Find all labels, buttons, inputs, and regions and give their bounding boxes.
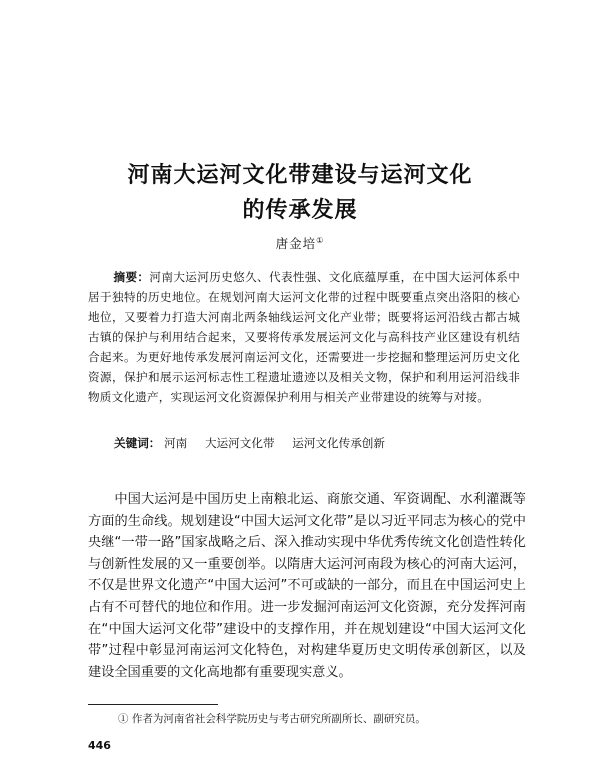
author-name: 唐金培 [275, 236, 317, 251]
author [0, 234, 600, 252]
abstract [88, 267, 520, 407]
keyword: 大运河文化带 [204, 436, 275, 450]
author-note-mark: ① [316, 235, 325, 245]
footnote [118, 711, 538, 727]
keyword: 运河文化传承创新 [292, 436, 385, 450]
footnote-mark: ① [118, 713, 129, 725]
body-paragraph: 中国大运河是中国历史上南粮北运、商旅交通、军资调配、水利灌溉等方面的生命线。规划建设“中国大运河文化带”是以习近平同志为核心的党中央继“一带一路”国家战略之后、深入推动实现中华优秀传统文化创造性转化与创新性发展的又一重要创举。以隋唐大运河河南段为核心的河南大运河，不仅是世界文化遗产“中国大运河”不可或缺的一部分，而且在中国运河史上占有不可替代的地位和作用。进一步发掘河南运河文化资源，充分发挥河南在“中国大运河文化带”建设中的支撑作用，并在规划建设“中国大运河文化带”过程中彰显河南运河文化特色，对构建华夏历史文明传承创新区，以及建设全国重要的文化高地都有重要现实意义。 [88, 492, 526, 680]
abstract-label: 摘要： [113, 270, 150, 284]
keywords-label: 关键词： [114, 436, 161, 450]
footnote-divider [88, 704, 218, 705]
article-title-line-1: 河南大运河文化带建设与运河文化 [127, 162, 473, 188]
article-title-line-2: 的传承发展 [242, 197, 358, 223]
keyword: 河南 [164, 436, 188, 450]
footnote-text: 作者为河南省社会科学院历史与考古研究所副所长、副研究员。 [131, 713, 426, 725]
page-number: 446 [88, 739, 111, 752]
keywords [114, 433, 534, 453]
abstract-text: 河南大运河历史悠久、代表性强、文化底蕴厚重，在中国大运河体系中居于独特的历史地位。在规划河南大运河文化带的过程中既要重点突出洛阳的核心地位，又要着力打造大河南北两条轴线运河文化产业带；既要将运河沿线古都古城古镇的保护与利用结合起来，又要将传承发展运河文化与高科技产业区建设有机结合起来。为更好地传承发展河南运河文化，还需要进一步挖掘和整理运河历史文化资源，保护和展示运河标志性工程遗址遗迹以及相关文物，保护和利用运河沿线非物质文化遗产，实现运河文化资源保护利用与相关产业带建设的统筹与对接。 [88, 270, 521, 404]
